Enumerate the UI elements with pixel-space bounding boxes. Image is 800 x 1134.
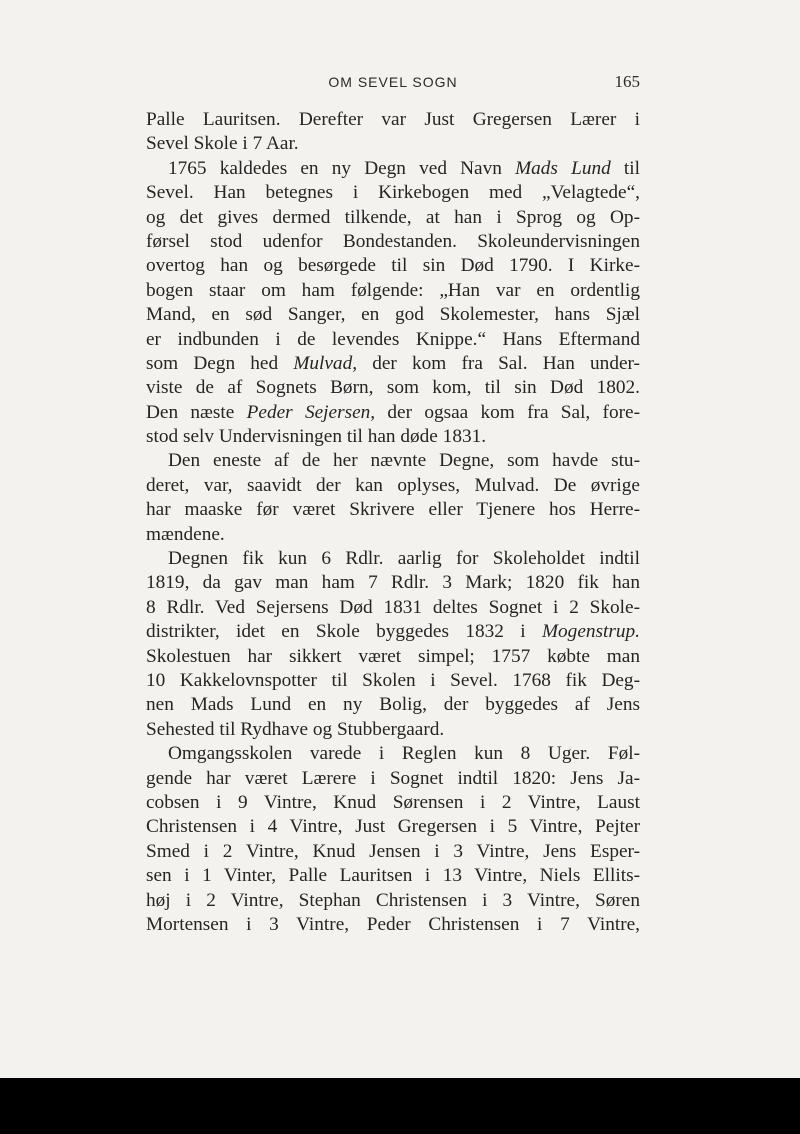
text-line: Christensen i 4 Vintre, Just Gregersen i 5 Vintre, Pejter [146, 816, 640, 838]
italic-name: Mads Lund [515, 157, 611, 179]
text-line: deret, var, saavidt der kan oplyses, Mulvad. De øvrige [146, 474, 640, 496]
italic-name: Mogenstrup. [541, 621, 640, 643]
text-line: og det gives dermed tilkende, at han i Sprog og Op- [146, 206, 640, 228]
text-line: Smed i 2 Vintre, Knud Jensen i 3 Vintre, Jens Esper- [146, 840, 640, 862]
text-line: Degnen fik kun 6 Rdlr. aarlig for Skoleholdet indtil [168, 548, 640, 570]
text-line: 1765 kaldedes en ny Degn ved Navn Mads Lund til [168, 157, 640, 179]
running-head: OM SEVEL SOGN [328, 74, 458, 90]
text-line: cobsen i 9 Vintre, Knud Sørensen i 2 Vintre, Laust [146, 791, 640, 813]
text-line: mændene. [146, 523, 225, 545]
text-line: er indbunden i de levendes Knippe.“ Hans Eftermand [146, 328, 640, 350]
scan-border [0, 1078, 800, 1134]
text-line: nen Mads Lund en ny Bolig, der byggedes af Jens [146, 694, 640, 716]
text-line: Den eneste af de her nævnte Degne, som havde stu- [168, 450, 640, 472]
text-line: stod selv Undervisningen til han døde 1831. [146, 426, 487, 448]
text-line: 8 Rdlr. Ved Sejersens Død 1831 deltes Sognet i 2 Skole- [146, 596, 640, 618]
text-line: Sevel. Han betegnes i Kirkebogen med „Velagtede“, [146, 182, 640, 204]
text-line: gende har været Lærere i Sognet indtil 1820: Jens Ja- [146, 767, 640, 789]
text-line: Omgangsskolen varede i Reglen kun 8 Uger. Føl- [168, 743, 640, 765]
italic-name: Peder Sejersen, [246, 401, 376, 423]
page-header [146, 70, 640, 100]
text-line: Palle Lauritsen. Derefter var Just Gregersen Lærer i [146, 109, 640, 130]
text-line: Mand, en sød Sanger, en god Skolemester, hans Sjæl [146, 304, 640, 326]
text-line: Den næste Peder Sejersen, der ogsaa kom fra Sal, fore- [146, 401, 641, 423]
text-line: har maaske før været Skrivere eller Tjenere hos Herre- [146, 499, 640, 521]
body-text [146, 108, 640, 937]
text-line: som Degn hed Mulvad, der kom fra Sal. Han under- [146, 352, 640, 374]
text-line: overtog han og besørgede til sin Død 1790. I Kirke- [146, 255, 640, 277]
text-line: 1819, da gav man ham 7 Rdlr. 3 Mark; 1820 fik han [146, 572, 640, 594]
text-line: høj i 2 Vintre, Stephan Christensen i 3 Vintre, Søren [146, 889, 640, 911]
text-line: Mortensen i 3 Vintre, Peder Christensen i 7 Vintre, [146, 913, 640, 935]
text-line: Skolestuen har sikkert været simpel; 1757 købte man [146, 645, 640, 667]
text-line: Sevel Skole i 7 Aar. [146, 133, 299, 155]
page-number: 165 [614, 72, 640, 91]
text-line: sen i 1 Vinter, Palle Lauritsen i 13 Vintre, Niels Ellits- [146, 865, 640, 887]
text-line: bogen staar om ham følgende: „Han var en ordentlig [146, 279, 640, 301]
text-line: 10 Kakkelovnspotter til Skolen i Sevel. 1768 fik Deg- [146, 669, 640, 691]
italic-name: Mulvad, [293, 352, 358, 374]
text-line: Sehested til Rydhave og Stubbergaard. [146, 718, 445, 740]
text-line: førsel stod udenfor Bondestanden. Skoleundervisningen [146, 230, 640, 252]
text-line: viste de af Sognets Børn, som kom, til sin Død 1802. [146, 377, 640, 399]
text-line: distrikter, idet en Skole byggedes 1832 i Mogenstrup. [146, 621, 640, 643]
